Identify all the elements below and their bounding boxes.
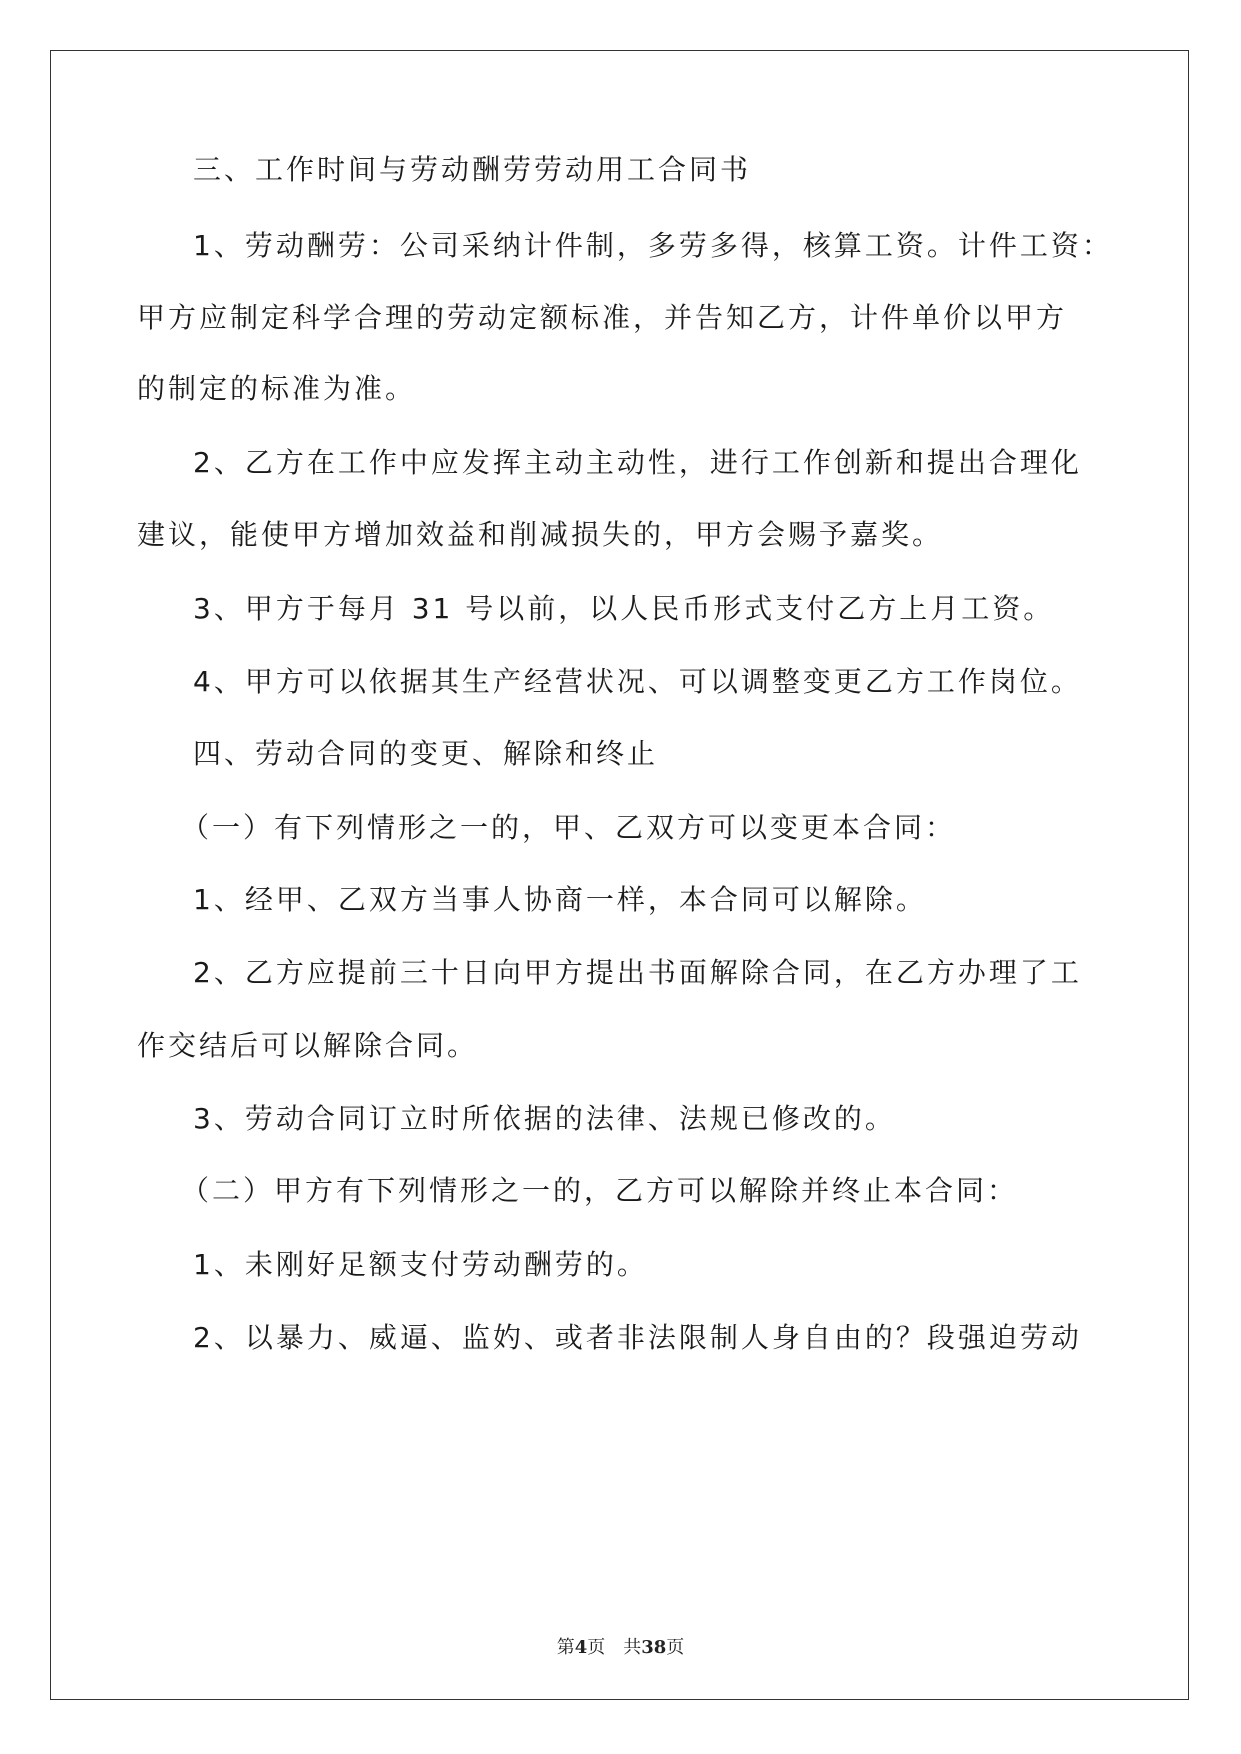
paragraph-line: 作交结后可以解除合同。 xyxy=(137,1029,479,1062)
paragraph-line: 建议，能使甲方增加效益和削减损失的，甲方会赐予嘉奖。 xyxy=(137,518,944,551)
paragraph-line: 2、乙方在工作中应发挥主动主动性，进行工作创新和提出合理化 xyxy=(193,446,1082,479)
page-suffix: 页 xyxy=(666,1637,685,1658)
page-current: 4 xyxy=(574,1637,588,1658)
paragraph-line: 2、乙方应提前三十日向甲方提出书面解除合同，在乙方办理了工 xyxy=(193,956,1082,989)
page-total: 38 xyxy=(641,1637,667,1658)
paragraph-line: 1、经甲、乙双方当事人协商一样，本合同可以解除。 xyxy=(193,883,927,916)
page-prefix: 第 xyxy=(556,1637,575,1658)
paragraph-line: 1、未刚好足额支付劳动酬劳的。 xyxy=(193,1248,648,1281)
paragraph-line: 3、甲方于每月 31 号以前，以人民币形式支付乙方上月工资。 xyxy=(193,592,1055,625)
page-mid: 页 共 xyxy=(587,1637,642,1658)
section-heading-4: 四、劳动合同的变更、解除和终止 xyxy=(193,737,659,770)
paragraph-line: 4、甲方可以依据其生产经营状况、可以调整变更乙方工作岗位。 xyxy=(193,665,1082,698)
paragraph-line: 1、劳动酬劳：公司采纳计件制，多劳多得，核算工资。计件工资： xyxy=(193,229,1113,262)
paragraph-line: 2、以暴力、威逼、监妁、或者非法限制人身自由的？段强迫劳动 xyxy=(193,1321,1082,1354)
paragraph-line: 的制定的标准为准。 xyxy=(137,372,417,405)
paragraph-line: 甲方应制定科学合理的劳动定额标准，并告知乙方，计件单价以甲方 xyxy=(137,301,1068,334)
section-heading-3: 三、工作时间与劳动酬劳劳动用工合同书 xyxy=(193,153,752,186)
subsection-heading-1: （一）有下列情形之一的，甲、乙双方可以变更本合同： xyxy=(181,811,957,844)
page-footer xyxy=(0,1636,1241,1660)
paragraph-line: 3、劳动合同订立时所依据的法律、法规已修改的。 xyxy=(193,1102,896,1135)
subsection-heading-2: （二）甲方有下列情形之一的，乙方可以解除并终止本合同： xyxy=(181,1174,1019,1207)
